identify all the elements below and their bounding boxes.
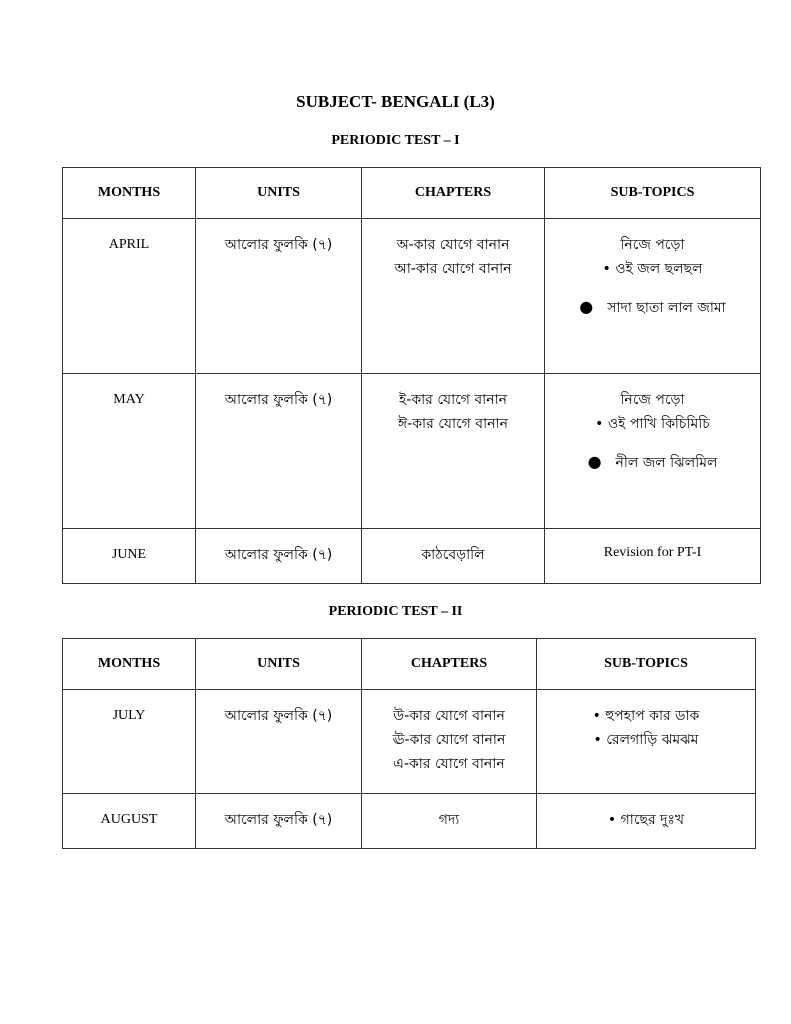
subtopic-item: • ওই পাখি কিচিমিচি <box>595 416 710 432</box>
subtopic-item-bulleted <box>545 450 760 475</box>
header-units: UNITS <box>196 168 362 219</box>
subtopics-cell <box>537 794 756 849</box>
month-cell: APRIL <box>63 219 196 374</box>
bullet-icon: ● <box>579 297 594 316</box>
subtopics-cell: Revision for PT-I <box>545 529 761 584</box>
table-row <box>63 794 756 849</box>
month-cell: AUGUST <box>63 794 196 849</box>
chapter-item: অ-কার যোগে বানান <box>396 237 510 253</box>
subtopics-cell <box>537 690 756 794</box>
subtopic-text: নীল জল ঝিলমিল <box>615 455 718 471</box>
subtopic-item: নিজে পড়ো <box>620 392 685 408</box>
chapters-cell <box>362 690 537 794</box>
header-chapters: CHAPTERS <box>362 639 537 690</box>
table-row <box>63 219 761 374</box>
subtopic-text: সাদা ছাতা লাল জামা <box>607 300 726 316</box>
table-header-row <box>63 639 756 690</box>
section-heading-pt2: PERIODIC TEST – II <box>328 604 463 619</box>
table-row <box>63 374 761 529</box>
table-row <box>63 529 761 584</box>
chapter-item: উ-কার যোগে বানান <box>393 708 505 724</box>
chapter-item: গদ্য <box>438 812 460 828</box>
header-months: MONTHS <box>63 168 196 219</box>
unit-cell: আলোর ফুলকি (৭) <box>196 690 362 794</box>
pt1-table <box>62 167 761 584</box>
header-months: MONTHS <box>63 639 196 690</box>
subtopic-item: • ওই জল ছলছল <box>602 261 703 277</box>
month-cell: MAY <box>63 374 196 529</box>
subtopic-item-bulleted <box>545 295 760 320</box>
chapters-cell <box>362 374 545 529</box>
table-header-row <box>63 168 761 219</box>
chapters-cell <box>362 529 545 584</box>
header-units: UNITS <box>196 639 362 690</box>
chapter-item: এ-কার যোগে বানান <box>393 756 505 772</box>
subtopic-item: • হুপহাপ কার ডাক <box>592 708 700 724</box>
unit-cell: আলোর ফুলকি (৭) <box>196 794 362 849</box>
month-cell: JULY <box>63 690 196 794</box>
header-chapters: CHAPTERS <box>362 168 545 219</box>
chapters-cell <box>362 794 537 849</box>
subtopic-item: • গাছের দুঃখ <box>607 812 685 828</box>
chapter-item: ঊ-কার যোগে বানান <box>392 732 506 748</box>
header-subtopics: SUB-TOPICS <box>545 168 761 219</box>
unit-cell: আলোর ফুলকি (৭) <box>196 219 362 374</box>
chapter-item: ঈ-কার যোগে বানান <box>398 416 508 432</box>
chapter-item: আ-কার যোগে বানান <box>394 261 512 277</box>
subtopic-item: নিজে পড়ো <box>620 237 685 253</box>
pt2-table <box>62 638 756 849</box>
header-subtopics: SUB-TOPICS <box>537 639 756 690</box>
page-title: SUBJECT- BENGALI (L3) <box>296 92 495 111</box>
chapter-item: ই-কার যোগে বানান <box>398 392 508 408</box>
unit-cell: আলোর ফুলকি (৭) <box>196 529 362 584</box>
subtopics-cell <box>545 374 761 529</box>
unit-cell: আলোর ফুলকি (৭) <box>196 374 362 529</box>
month-cell: JUNE <box>63 529 196 584</box>
chapters-cell <box>362 219 545 374</box>
subtopic-item: • রেলগাড়ি ঝমঝম <box>593 732 699 748</box>
table-row <box>63 690 756 794</box>
subtopics-cell <box>545 219 761 374</box>
bullet-icon: ● <box>587 452 602 471</box>
section-heading-pt1: PERIODIC TEST – I <box>331 133 460 148</box>
chapter-item: কাঠবেড়ালি <box>421 547 485 563</box>
